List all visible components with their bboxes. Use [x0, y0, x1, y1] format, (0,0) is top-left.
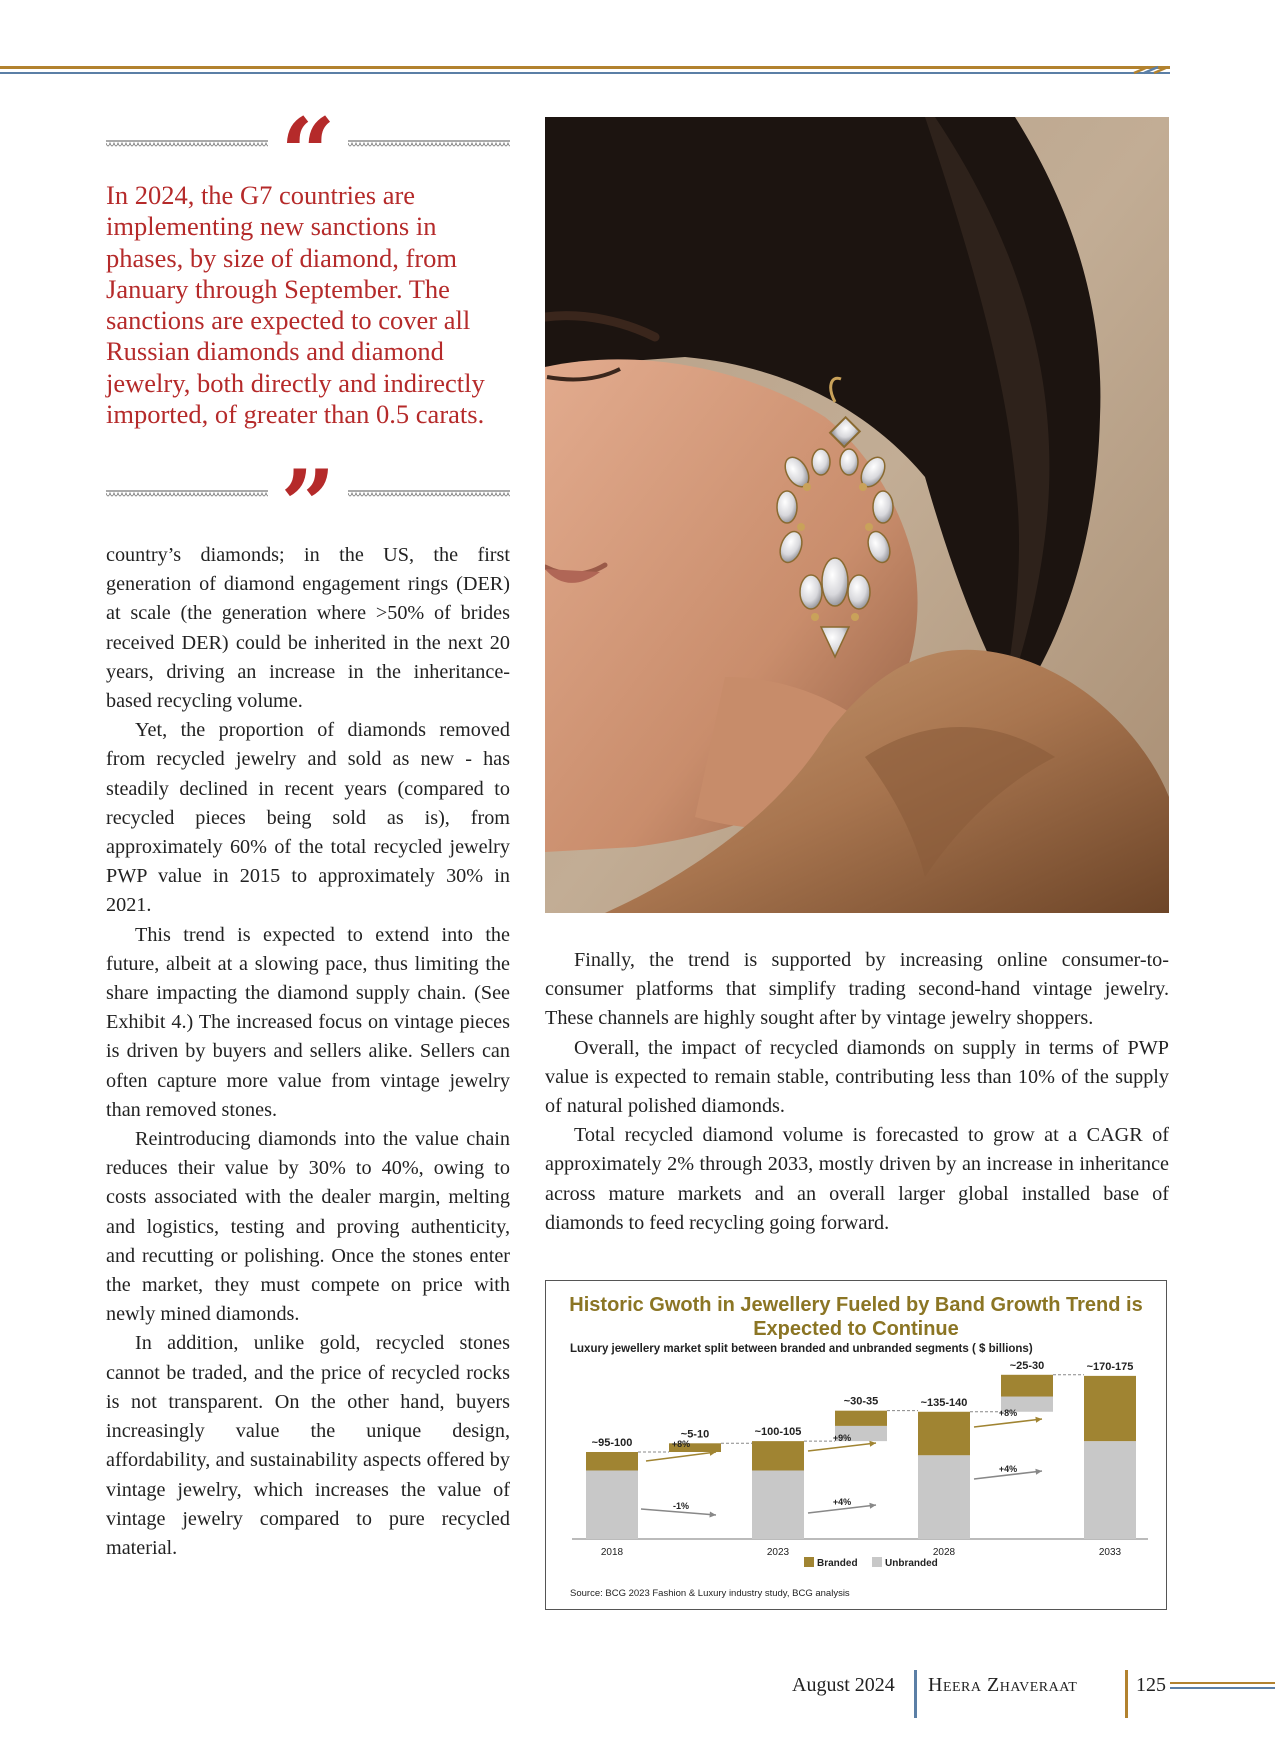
bar-segment-branded [1084, 1376, 1136, 1441]
bar-segment-branded [752, 1441, 804, 1470]
issue-date: August 2024 [792, 1674, 895, 1696]
bar-value-label: ~135-140 [920, 1396, 968, 1409]
exhibit-chart [545, 1280, 1167, 1610]
bar-segment-unbranded [1084, 1441, 1136, 1539]
paragraph: Overall, the impact of recycled diamonds on supply in terms of PWP value is expected to remain stable, contributing less than 10% of the supply of natural polished diamonds. [545, 1036, 1169, 1118]
bar-value-label: ~25-30 [1009, 1359, 1045, 1372]
chart-title: Historic Gwoth in Jewellery Fueled by Band Growth Trend is Expected to Continue [569, 1294, 1143, 1340]
footer-rule [1170, 1682, 1275, 1689]
paragraph: Total recycled diamond volume is forecasted to grow at a CAGR of approximately 2% through 2033, mostly driven by an increase in inheritance across mature markets and an overall larger global installed base of diamonds to feed recycling going forward. [545, 1124, 1169, 1234]
bar-segment-unbranded [586, 1470, 638, 1539]
earring-photo [545, 117, 1169, 913]
bar-segment-branded [918, 1412, 970, 1456]
page-number: 125 [1136, 1674, 1166, 1696]
article-right-column [545, 946, 1169, 1238]
open-quote-icon: “ [280, 97, 336, 210]
rule-end-ornament [1132, 64, 1172, 76]
bar-value-label: ~30-35 [843, 1395, 879, 1408]
chart-source: Source: BCG 2023 Fashion & Luxury industry study, BCG analysis [570, 1588, 850, 1599]
legend-swatch-branded [804, 1557, 814, 1567]
magazine-name: Heera Zhaveraat [928, 1674, 1078, 1696]
paragraph: Finally, the trend is supported by increasing online consumer-to-consumer platforms that simplify trading second-hand vintage jewelry. These channels are highly sought after by vintage jewelry shoppers. [545, 949, 1169, 1030]
bar-segment-unbranded [918, 1455, 970, 1539]
top-rule [0, 66, 1170, 74]
wavy-rule [106, 140, 268, 147]
bar-value-label: ~95-100 [591, 1437, 633, 1449]
x-tick-label: 2018 [600, 1547, 624, 1558]
close-quote-icon: ” [280, 449, 336, 562]
growth-arrow [808, 1443, 876, 1451]
growth-label: +4% [832, 1497, 852, 1507]
wavy-rule [348, 140, 510, 147]
bar-segment-branded [586, 1452, 638, 1470]
paragraph: In addition, unlike gold, recycled stones cannot be traded, and the price of recycled rocks is not transparent. On the other hand, buyers increasingly value the unique design, affordability, and sustainability aspects offered by vintage jewelry, which increases the value of vintage jewelry compared to pure recycled material. [106, 1332, 510, 1559]
footer-divider [914, 1670, 917, 1718]
chart-subtitle: Luxury jewellery market split between branded and unbranded segments ( $ billions) [570, 1343, 1033, 1355]
bar-segment-branded [1001, 1375, 1053, 1397]
article-left-column [106, 541, 510, 1563]
growth-label: +8% [671, 1439, 691, 1449]
paragraph: This trend is expected to extend into the future, albeit at a slowing pace, thus limiting the share impacting the diamond supply chain. (See Exhibit 4.) The increased focus on vintage pieces is driven by buyers and sellers alike. Sellers can often capture more value from vintage jewelry than removed stones. [106, 923, 510, 1121]
growth-label: +4% [998, 1464, 1018, 1474]
quote-open-ornament [106, 97, 510, 210]
legend-swatch-unbranded [872, 1557, 882, 1567]
growth-label: +9% [832, 1433, 852, 1443]
footer-divider [1125, 1670, 1128, 1718]
growth-label: -1% [672, 1501, 690, 1511]
paragraph: Yet, the proportion of diamonds removed from recycled jewelry and sold as new - has steadily declined in recent years (compared to recycled pieces being sold as is), from approximately 60% of the total recycled jewelry PWP value in 2015 to approximately 30% in 2021. [106, 719, 510, 917]
growth-arrow [974, 1419, 1042, 1427]
pull-quote-text: In 2024, the G7 countries are implementing new sanctions in phases, by size of diamond, from January through September. The sanctions are expected to cover all Russian diamonds and diamond jewelry, both directly and indirectly imported, of greater than 0.5 carats. [106, 180, 485, 430]
wavy-rule [106, 490, 268, 497]
growth-arrow [646, 1452, 716, 1461]
bar-value-label: ~5-10 [680, 1428, 710, 1441]
wavy-rule [348, 490, 510, 497]
paragraph: Reintroducing diamonds into the value chain reduces their value by 30% to 40%, owing to costs associated with the dealer margin, melting and logistics, testing and proving authenticity, and recutting or polishing. Once the stones enter the market, they must compete on price with newly mined diamonds. [106, 1128, 510, 1326]
bar-value-label: ~100-105 [754, 1426, 802, 1439]
paragraph: country’s diamonds; in the US, the first generation of diamond engagement rings (DER) at scale (the generation where >50% of brides received DER) could be inherited in the next 20 years, driving an increase in the inheritance-based recycling volume. [106, 544, 510, 713]
bar-value-label: ~170-175 [1086, 1360, 1134, 1373]
x-tick-label: 2023 [766, 1547, 790, 1558]
legend-label: Unbranded [885, 1558, 938, 1569]
chart-plot [546, 1281, 1166, 1581]
legend-label: Branded [817, 1558, 858, 1569]
bar-segment-unbranded [752, 1470, 804, 1539]
x-tick-label: 2028 [932, 1547, 956, 1558]
bar-segment-branded [835, 1411, 887, 1426]
arrow-head-icon [709, 1511, 716, 1517]
quote-close-ornament [106, 449, 510, 562]
x-tick-label: 2033 [1098, 1547, 1122, 1558]
growth-label: +8% [998, 1408, 1018, 1418]
